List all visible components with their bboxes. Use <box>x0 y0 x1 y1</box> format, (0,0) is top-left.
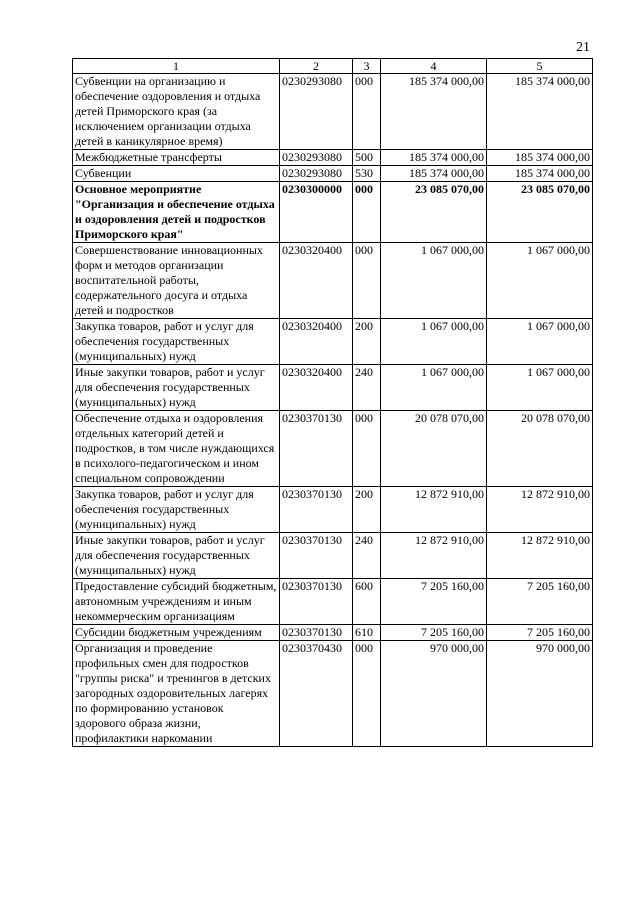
row-amount-1-cell: 1 067 000,00 <box>381 243 487 319</box>
table-row <box>73 641 593 747</box>
row-name-cell: Межбюджетные трансферты <box>73 150 280 166</box>
row-amount-2-cell: 1 067 000,00 <box>487 243 593 319</box>
row-expense-type-cell: 000 <box>353 74 381 150</box>
table-row <box>73 182 593 243</box>
row-amount-2-cell: 23 085 070,00 <box>487 182 593 243</box>
table-header-row <box>73 59 593 74</box>
row-code-cell: 0230300000 <box>280 182 353 243</box>
row-expense-type-cell: 000 <box>353 411 381 487</box>
row-amount-1-cell: 12 872 910,00 <box>381 487 487 533</box>
row-amount-1-cell: 7 205 160,00 <box>381 579 487 625</box>
table-row <box>73 74 593 150</box>
row-amount-1-cell: 12 872 910,00 <box>381 533 487 579</box>
row-amount-1-cell: 20 078 070,00 <box>381 411 487 487</box>
row-amount-2-cell: 7 205 160,00 <box>487 625 593 641</box>
column-header: 5 <box>487 59 593 74</box>
row-expense-type-cell: 600 <box>353 579 381 625</box>
row-amount-2-cell: 12 872 910,00 <box>487 487 593 533</box>
row-code-cell: 0230293080 <box>280 166 353 182</box>
row-amount-1-cell: 1 067 000,00 <box>381 365 487 411</box>
row-name-cell: Субвенции <box>73 166 280 182</box>
row-expense-type-cell: 240 <box>353 365 381 411</box>
column-header: 1 <box>73 59 280 74</box>
table-row <box>73 243 593 319</box>
row-code-cell: 0230370430 <box>280 641 353 747</box>
row-amount-2-cell: 1 067 000,00 <box>487 365 593 411</box>
row-name-cell: Иные закупки товаров, работ и услуг для обеспечения государственных (муниципальных) нужд <box>73 533 280 579</box>
row-expense-type-cell: 000 <box>353 182 381 243</box>
row-code-cell: 0230370130 <box>280 625 353 641</box>
row-name-cell: Совершенствование инновационных форм и методов организации воспитательной работы, содержательного досуга и отдыха детей и подростков <box>73 243 280 319</box>
row-code-cell: 0230370130 <box>280 579 353 625</box>
row-amount-1-cell: 185 374 000,00 <box>381 74 487 150</box>
row-name-cell: Основное мероприятие "Организация и обеспечение отдыха и оздоровления детей и подростков Приморского края" <box>73 182 280 243</box>
row-expense-type-cell: 000 <box>353 243 381 319</box>
row-amount-2-cell: 970 000,00 <box>487 641 593 747</box>
row-amount-2-cell: 185 374 000,00 <box>487 74 593 150</box>
row-name-cell: Иные закупки товаров, работ и услуг для обеспечения государственных (муниципальных) нужд <box>73 365 280 411</box>
row-name-cell: Обеспечение отдыха и оздоровления отдельных категорий детей и подростков, в том числе нуждающихся в психолого-педагогическом и ином специальном сопровождении <box>73 411 280 487</box>
row-name-cell: Закупка товаров, работ и услуг для обеспечения государственных (муниципальных) нужд <box>73 319 280 365</box>
row-code-cell: 0230370130 <box>280 533 353 579</box>
row-amount-2-cell: 185 374 000,00 <box>487 166 593 182</box>
row-code-cell: 0230320400 <box>280 365 353 411</box>
row-code-cell: 0230370130 <box>280 411 353 487</box>
row-amount-1-cell: 1 067 000,00 <box>381 319 487 365</box>
row-code-cell: 0230370130 <box>280 487 353 533</box>
row-name-cell: Предоставление субсидий бюджетным, автономным учреждениям и иным некоммерческим организациям <box>73 579 280 625</box>
row-amount-2-cell: 12 872 910,00 <box>487 533 593 579</box>
table-row <box>73 411 593 487</box>
row-amount-2-cell: 7 205 160,00 <box>487 579 593 625</box>
row-amount-1-cell: 23 085 070,00 <box>381 182 487 243</box>
row-expense-type-cell: 000 <box>353 641 381 747</box>
row-amount-1-cell: 185 374 000,00 <box>381 166 487 182</box>
row-amount-2-cell: 1 067 000,00 <box>487 319 593 365</box>
table-row <box>73 365 593 411</box>
row-amount-2-cell: 20 078 070,00 <box>487 411 593 487</box>
row-code-cell: 0230320400 <box>280 243 353 319</box>
budget-table <box>72 58 593 747</box>
table-row <box>73 625 593 641</box>
page-number: 21 <box>576 40 590 55</box>
column-header: 2 <box>280 59 353 74</box>
row-expense-type-cell: 240 <box>353 533 381 579</box>
row-expense-type-cell: 200 <box>353 487 381 533</box>
row-name-cell: Организация и проведение профильных смен для подростков "группы риска" и тренингов в детских загородных оздоровительных лагерях по формированию установок здорового образа жизни, профилактики наркомании <box>73 641 280 747</box>
row-expense-type-cell: 200 <box>353 319 381 365</box>
row-code-cell: 0230293080 <box>280 150 353 166</box>
row-amount-2-cell: 185 374 000,00 <box>487 150 593 166</box>
table-row <box>73 150 593 166</box>
row-name-cell: Субвенции на организацию и обеспечение оздоровления и отдыха детей Приморского края (за исключением организации отдыха детей в каникулярное время) <box>73 74 280 150</box>
table-row <box>73 319 593 365</box>
table-row <box>73 166 593 182</box>
row-amount-1-cell: 185 374 000,00 <box>381 150 487 166</box>
row-name-cell: Субсидии бюджетным учреждениям <box>73 625 280 641</box>
column-header: 4 <box>381 59 487 74</box>
row-code-cell: 0230320400 <box>280 319 353 365</box>
column-header: 3 <box>353 59 381 74</box>
row-amount-1-cell: 970 000,00 <box>381 641 487 747</box>
table-row <box>73 533 593 579</box>
row-expense-type-cell: 610 <box>353 625 381 641</box>
table-row <box>73 487 593 533</box>
row-name-cell: Закупка товаров, работ и услуг для обеспечения государственных (муниципальных) нужд <box>73 487 280 533</box>
row-expense-type-cell: 530 <box>353 166 381 182</box>
row-code-cell: 0230293080 <box>280 74 353 150</box>
row-amount-1-cell: 7 205 160,00 <box>381 625 487 641</box>
row-expense-type-cell: 500 <box>353 150 381 166</box>
table-row <box>73 579 593 625</box>
